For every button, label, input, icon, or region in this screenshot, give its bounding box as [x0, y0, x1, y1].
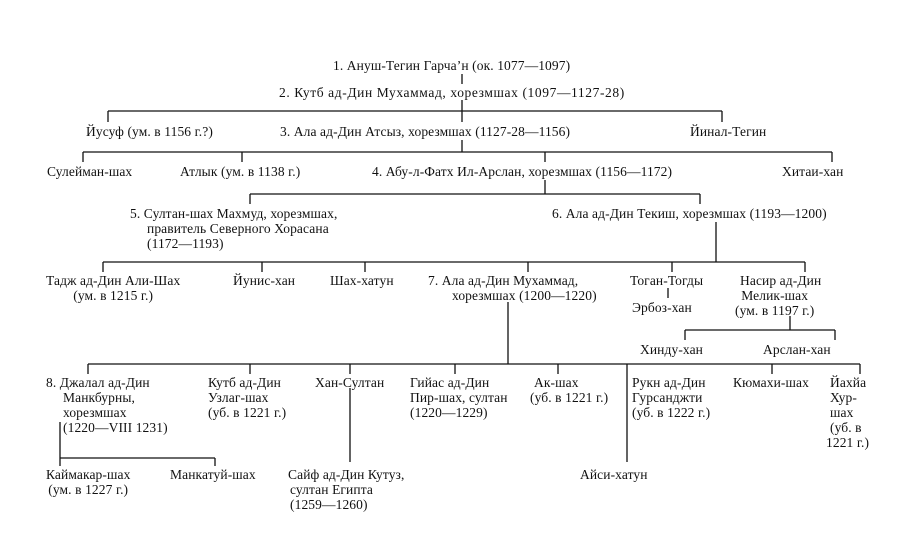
person-kutb-uzlag-shah	[208, 375, 286, 420]
person-yusuf	[86, 124, 213, 139]
person-label: Сулейман-шах	[47, 164, 133, 179]
person-sultan-shah	[130, 206, 337, 251]
person-label: (уб. в 1221 г.)	[208, 405, 287, 420]
person-label: 3. Ала ад-Дин Атсыз, хорезмшах (1127-28—1156)	[280, 124, 571, 139]
person-label: Сайф ад-Дин Кутуз,	[288, 467, 405, 482]
person-label: правитель Северного Хорасана	[147, 221, 329, 236]
person-label: Насир ад-Дин	[740, 273, 822, 288]
person-label: 8. Джалал ад-Дин	[46, 375, 150, 390]
person-yinal-tegin	[690, 124, 766, 139]
person-label: Мелик-шах	[741, 288, 809, 303]
person-ak-shah	[530, 375, 608, 405]
person-giyas-ad-din	[410, 375, 508, 420]
person-label: Тадж ад-Дин Али-Шах	[46, 273, 181, 288]
person-label: Эрбоз-хан	[632, 300, 692, 315]
person-label: шах	[830, 405, 854, 420]
person-label: 2. Кутб ад-Дин Мухаммад, хорезмшах (1097—1127-28)	[279, 85, 625, 100]
person-label: Хур-	[830, 390, 857, 405]
person-label: Манкатуй-шах	[170, 467, 256, 482]
person-label: Каймакар-шах	[46, 467, 131, 482]
person-label: (уб. в 1222 г.)	[632, 405, 711, 420]
person-label: (1220—1229)	[410, 405, 488, 420]
person-label: Йусуф (ум. в 1156 г.?)	[86, 124, 213, 139]
person-label: хорезмшах	[63, 405, 127, 420]
person-label: 5. Султан-шах Махмуд, хорезмшах,	[130, 206, 338, 221]
person-tekish	[552, 206, 827, 221]
person-label: (уб. в	[830, 420, 862, 435]
person-label: 7. Ала ад-Дин Мухаммад,	[428, 273, 579, 288]
person-muhammad-ii	[428, 273, 578, 288]
person-label: Гурсанджти	[632, 390, 703, 405]
person-suleiman-shah	[47, 164, 132, 179]
person-muhammad-ii-title	[452, 288, 597, 303]
person-label: Узлаг-шах	[208, 390, 269, 405]
person-il-arslan	[372, 164, 672, 179]
person-yunis-khan	[233, 273, 295, 288]
person-yahya-khur-shah	[826, 375, 869, 450]
person-label: Шах-хатун	[330, 273, 394, 288]
person-khitai-khan	[782, 164, 843, 179]
person-jalal-ad-din	[46, 375, 168, 435]
person-erboz-khan	[632, 300, 692, 315]
person-label: 1. Ануш-Тегин Гарча’н (ок. 1077—1097)	[333, 58, 571, 73]
person-label: Рукн ад-Дин	[632, 375, 706, 390]
person-togan-togdy	[630, 273, 703, 288]
person-mankatui-shah	[170, 467, 256, 482]
person-label: Арслан-хан	[763, 342, 831, 357]
person-hindu-khan	[640, 342, 703, 357]
person-label: Тоган-Тогды	[630, 273, 704, 288]
person-label: Хинду-хан	[640, 342, 704, 357]
person-label: султан Египта	[290, 482, 373, 497]
person-shah-khatun	[330, 273, 394, 288]
person-kutuz	[288, 467, 404, 512]
person-label: (ум. в 1215 г.)	[73, 288, 154, 303]
person-label: 6. Ала ад-Дин Текиш, хорезмшах (1193—1200)	[552, 206, 827, 221]
person-aisi-khatun	[580, 467, 648, 482]
person-label: Кутб ад-Дин	[208, 375, 281, 390]
person-nasir-ad-din	[740, 273, 821, 288]
person-label: Атлык (ум. в 1138 г.)	[180, 164, 301, 179]
person-kaimakar-shah	[46, 467, 130, 497]
person-label: Ак-шах	[534, 375, 579, 390]
person-label: (1220—VIII 1231)	[63, 420, 168, 435]
person-melik-shah	[735, 288, 814, 318]
person-rukn-ad-din	[632, 375, 710, 420]
person-label: Айси-хатун	[580, 467, 648, 482]
person-label: Хан-Султан	[315, 375, 385, 390]
person-label: (уб. в 1221 г.)	[530, 390, 609, 405]
person-label: (ум. в 1227 г.)	[48, 482, 129, 497]
person-khan-sultan	[315, 375, 384, 390]
person-label: Пир-шах, султан	[410, 390, 508, 405]
person-label: 4. Абу-л-Фатх Ил-Арслан, хорезмшах (1156—1172)	[372, 164, 673, 179]
person-taj-ad-din	[46, 273, 180, 303]
person-label: Хитаи-хан	[782, 164, 844, 179]
person-atsyz	[280, 124, 570, 139]
person-label: (1172—1193)	[147, 236, 224, 251]
person-label: Манкбурны,	[63, 390, 135, 405]
person-label: (ум. в 1197 г.)	[735, 303, 815, 318]
person-arslan-khan	[763, 342, 831, 357]
person-label: Йахйа	[830, 375, 867, 390]
person-kutb-ad-din-muhammad	[279, 85, 625, 100]
person-label: Кюмахи-шах	[733, 375, 809, 390]
person-label: Йинал-Тегин	[690, 124, 767, 139]
person-label: хорезмшах (1200—1220)	[452, 288, 597, 303]
person-atlyk	[180, 164, 300, 179]
person-kiumakhi-shah	[733, 375, 809, 390]
person-label: Гийас ад-Дин	[410, 375, 490, 390]
person-label: (1259—1260)	[290, 497, 368, 512]
person-label: Йунис-хан	[233, 273, 296, 288]
person-anush-tegin	[333, 58, 570, 73]
person-label: 1221 г.)	[826, 435, 870, 450]
